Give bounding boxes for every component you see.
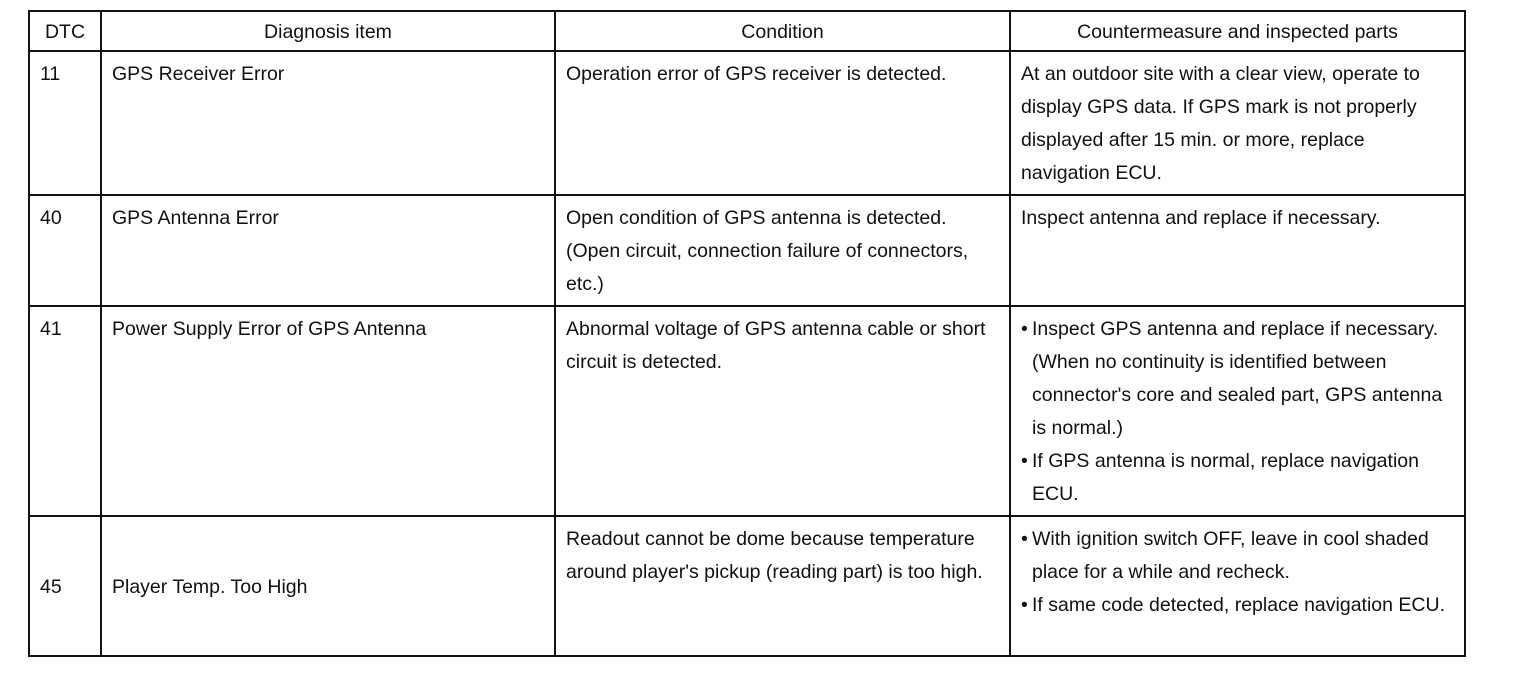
cell-condition: Open condition of GPS antenna is detected. (Open circuit, connection failure of connectors, etc.)	[555, 195, 1010, 306]
countermeasure-list	[1021, 313, 1454, 511]
table-row	[29, 195, 1465, 306]
table-row	[29, 306, 1465, 516]
cell-countermeasure	[1010, 306, 1465, 516]
list-item: • If GPS antenna is normal, replace navigation ECU.	[1021, 445, 1454, 511]
list-item: • If same code detected, replace navigation ECU.	[1021, 589, 1454, 622]
header-dtc: DTC	[29, 11, 101, 51]
header-row	[29, 11, 1465, 51]
cell-dtc: 40	[29, 195, 101, 306]
header-condition: Condition	[555, 11, 1010, 51]
countermeasure-list	[1021, 523, 1454, 622]
cell-diagnosis-item: GPS Receiver Error	[101, 51, 555, 195]
cell-condition: Readout cannot be dome because temperature around player's pickup (reading part) is too high.	[555, 516, 1010, 656]
cell-dtc: 41	[29, 306, 101, 516]
cell-countermeasure: At an outdoor site with a clear view, operate to display GPS data. If GPS mark is not properly displayed after 15 min. or more, replace navigation ECU.	[1010, 51, 1465, 195]
cell-condition: Abnormal voltage of GPS antenna cable or short circuit is detected.	[555, 306, 1010, 516]
cell-dtc: 45	[29, 516, 101, 656]
cell-dtc: 11	[29, 51, 101, 195]
cell-countermeasure	[1010, 516, 1465, 656]
list-item: • Inspect GPS antenna and replace if necessary. (When no continuity is identified between connector's core and sealed part, GPS antenna is normal.)	[1021, 313, 1454, 445]
header-diagnosis-item: Diagnosis item	[101, 11, 555, 51]
cell-diagnosis-item: Power Supply Error of GPS Antenna	[101, 306, 555, 516]
table-row	[29, 516, 1465, 656]
table-row	[29, 51, 1465, 195]
cell-countermeasure: Inspect antenna and replace if necessary.	[1010, 195, 1465, 306]
header-countermeasure: Countermeasure and inspected parts	[1010, 11, 1465, 51]
dtc-table	[28, 10, 1466, 657]
cell-diagnosis-item: Player Temp. Too High	[101, 516, 555, 656]
cell-condition: Operation error of GPS receiver is detected.	[555, 51, 1010, 195]
list-item: • With ignition switch OFF, leave in cool shaded place for a while and recheck.	[1021, 523, 1454, 589]
cell-diagnosis-item: GPS Antenna Error	[101, 195, 555, 306]
